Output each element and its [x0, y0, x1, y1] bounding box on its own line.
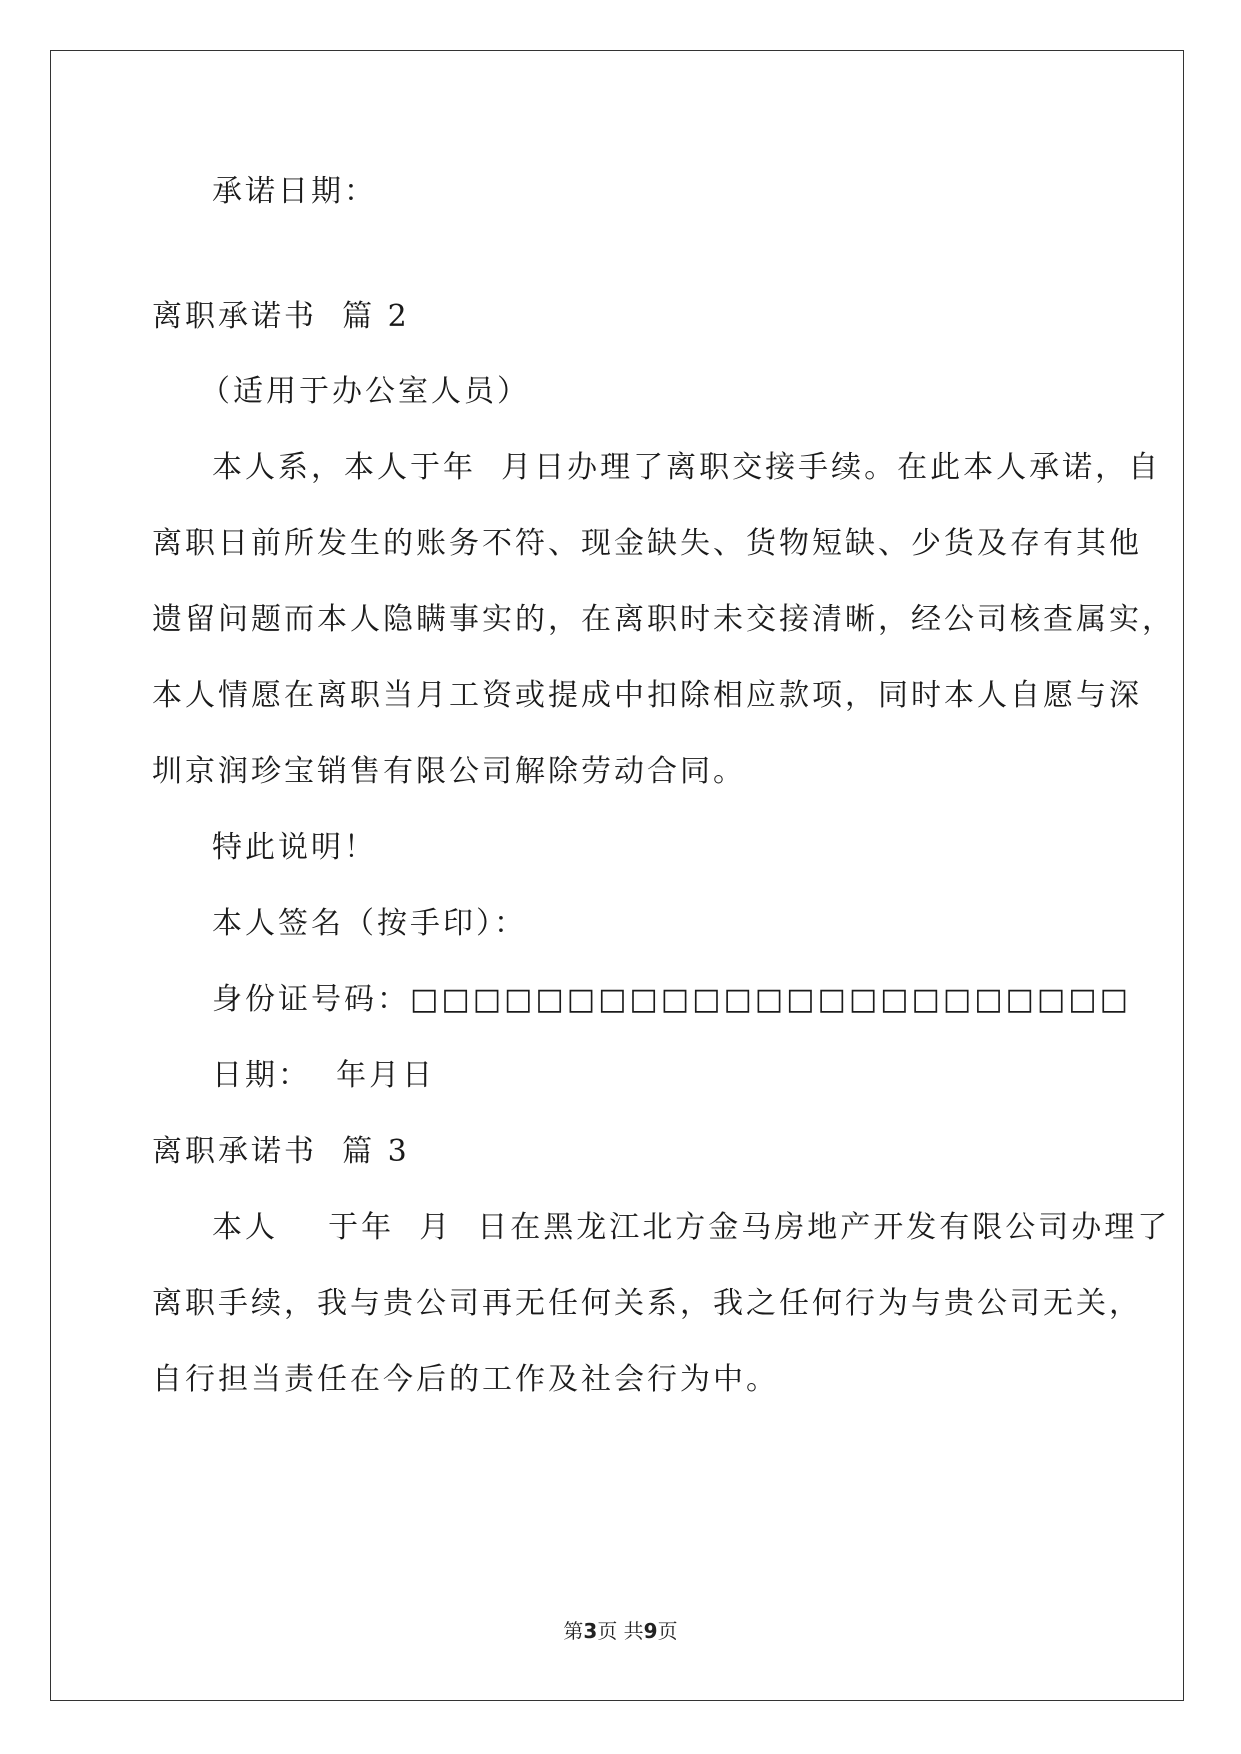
signature-label: 本人签名（按手印）： — [212, 906, 527, 941]
body-line: 本人 于年 月 日在黑龙江北方金马房地产开发有限公司办理了 — [212, 1210, 1171, 1245]
body-line: 本人情愿在离职当月工资或提成中扣除相应款项，同时本人自愿与深 — [152, 678, 1142, 713]
footer-prefix: 第 — [563, 1619, 584, 1643]
section-heading-2: 离职承诺书 篇 2 — [152, 299, 410, 334]
footer-suffix: 页 — [657, 1619, 678, 1643]
total-page-count: 9 — [643, 1619, 658, 1643]
footer-middle: 页 共 — [597, 1619, 644, 1643]
commitment-date-label: 承诺日期： — [212, 174, 377, 209]
body-line: 离职手续，我与贵公司再无任何关系，我之任何行为与贵公司无关， — [152, 1286, 1142, 1321]
date-label: 日期： 年月日 — [212, 1058, 436, 1093]
body-line: 本人系，本人于年 月日办理了离职交接手续。在此本人承诺，自 — [212, 450, 1162, 485]
body-line: 遗留问题而本人隐瞒事实的，在离职时未交接清晰，经公司核查属实， — [152, 602, 1175, 637]
body-line: 自行担当责任在今后的工作及社会行为中。 — [152, 1362, 779, 1397]
id-number-label: 身份证号码：□□□□□□□□□□□□□□□□□□□□□□□ — [212, 982, 1131, 1017]
body-line: 离职日前所发生的账务不符、现金缺失、货物短缺、少货及存有其他 — [152, 526, 1142, 561]
body-line: 圳京润珍宝销售有限公司解除劳动合同。 — [152, 754, 746, 789]
current-page-number: 3 — [583, 1619, 598, 1643]
section-heading-3: 离职承诺书 篇 3 — [152, 1134, 410, 1169]
declaration-text: 特此说明！ — [212, 830, 377, 865]
page-footer — [0, 1618, 1241, 1644]
applicability-note: （适用于办公室人员） — [200, 374, 530, 409]
